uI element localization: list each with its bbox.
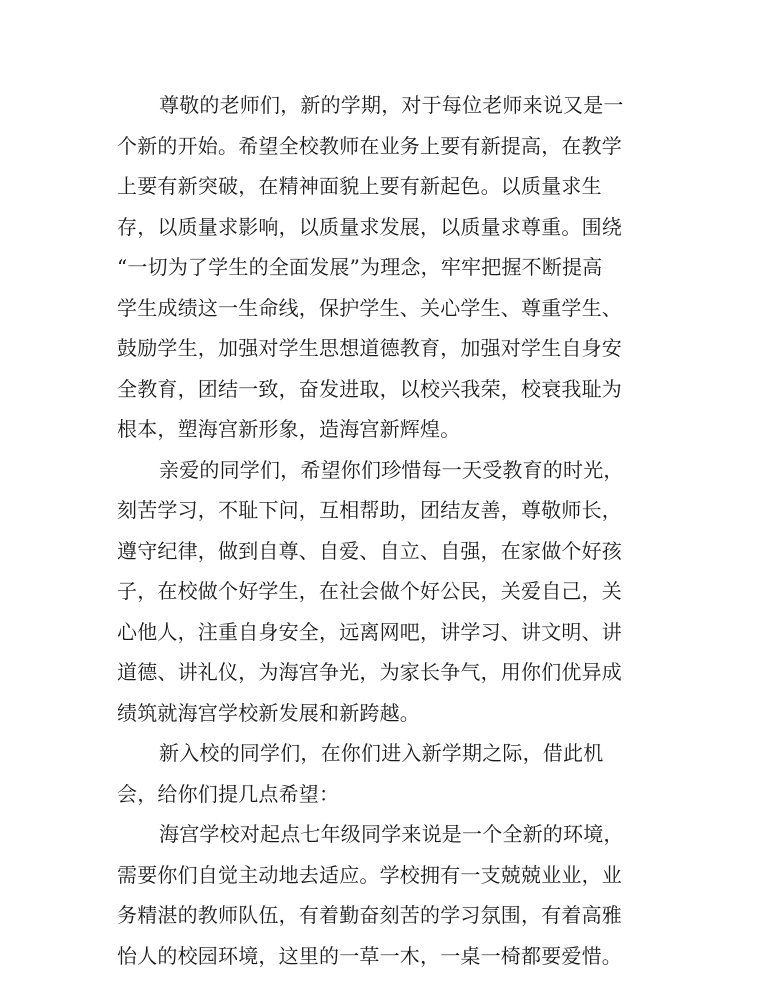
text-line: 务精湛的教师队伍，有着勤奋刻苦的学习氛围，有着高雅	[117, 903, 622, 927]
paragraph-students	[117, 450, 637, 734]
text-line: 存，以质量求影响，以质量求发展，以质量求尊重。围绕	[117, 214, 622, 239]
text-line: 鼓励学生，加强对学生思想道德教育，加强对学生自身安	[117, 336, 622, 360]
text-line: 新入校的同学们，在你们进入新学期之际，借此机	[159, 741, 604, 765]
text-line: 个新的开始。希望全校教师在业务上要有新提高，在教学	[117, 133, 622, 158]
text-line: 海宫学校对起点七年级同学来说是一个全新的环境，	[159, 822, 624, 846]
text-line: 学生成绩这一生命线，保护学生、关心学生、尊重学生、	[117, 295, 622, 320]
text-line: “一切为了学生的全面发展”为理念，牢牢把握不断提高	[117, 255, 603, 279]
text-line: 需要你们自觉主动地去适应。学校拥有一支兢兢业业，业	[117, 862, 622, 887]
paragraph-school-environment	[117, 814, 637, 976]
text-line: 会，给你们提几点希望：	[117, 781, 340, 806]
text-line: 刻苦学习，不耻下问，互相帮助，团结友善，尊敬师长，	[117, 498, 622, 522]
text-line: 根本，塑海宫新形象，造海宫新辉煌。	[117, 417, 461, 441]
text-line: 心他人，注重自身安全，远离网吧，讲学习、讲文明、讲	[117, 619, 622, 644]
text-line: 全教育，团结一致，奋发进取，以校兴我荣，校衰我耻为	[117, 376, 622, 401]
paragraph-new-students	[117, 733, 637, 814]
text-line: 子，在校做个好学生，在社会做个好公民，关爱自己，关	[117, 579, 622, 603]
text-line: 怡人的校园环境，这里的一草一木，一桌一椅都要爱惜。	[117, 943, 622, 968]
text-line: 绩筑就海宫学校新发展和新跨越。	[117, 700, 420, 725]
document-body	[117, 85, 637, 976]
text-line: 道德、讲礼仪，为海宫争光，为家长争气，用你们优异成	[117, 660, 622, 684]
text-line: 尊敬的老师们，新的学期，对于每位老师来说又是一	[159, 93, 624, 117]
paragraph-teachers	[117, 85, 637, 450]
text-line: 亲爱的同学们，希望你们珍惜每一天受教育的时光，	[159, 457, 624, 482]
text-line: 遵守纪律，做到自尊、自爱、自立、自强，在家做个好孩	[117, 538, 622, 563]
text-line: 上要有新突破，在精神面貌上要有新起色。以质量求生	[117, 174, 602, 198]
